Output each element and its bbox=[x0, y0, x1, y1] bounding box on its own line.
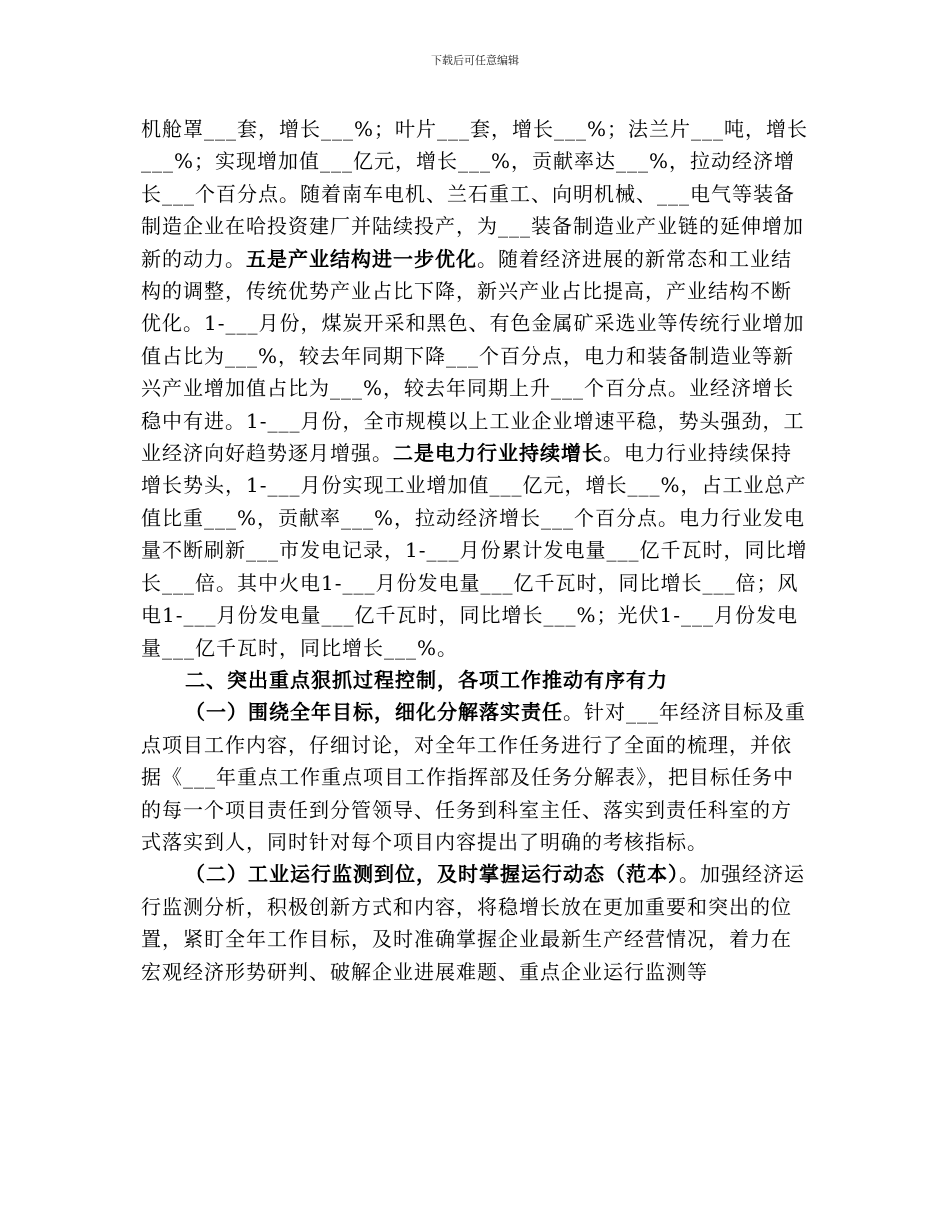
subheading-monitoring: （二）工业运行监测到位，及时掌握运行动态（范本） bbox=[185, 862, 679, 887]
page-header: 下载后可任意编辑 bbox=[431, 54, 519, 67]
emphasis-structure-optimization: 五是产业结构进一步优化 bbox=[246, 246, 477, 271]
paragraph-text: 。电力行业持续保持增长势头，1-___月份实现工业增加值___亿元，增长___%，占工业总产值比重___%，贡献率___%，拉动经济增长___个百分点。电力行业发电量不断刷新___市发电记录，1-___月份累计发电量___亿千瓦时，同比增长___倍。其中火电1-___月份发电量___亿千瓦时，同比增长___倍；风电1-___月份发电量___亿千瓦时，同比增长___%；光伏1-___月份发电量___亿千瓦时，同比增长___%。 bbox=[141, 441, 808, 660]
emphasis-power-industry: 二是电力行业持续增长 bbox=[393, 441, 603, 466]
paragraph-text: 。加强经济运行监测分析，积极创新方式和内容，将稳增长放在更加重要和突出的位置，紧盯全年工作目标，及时准确掌握企业最新生产经营情况，着力在宏观经济形势研判、破解企业进展难题、重点企业运行监测等 bbox=[141, 862, 805, 984]
paragraph-text: 。针对___年经济目标及重点项目工作内容，仔细讨论，对全年工作任务进行了全面的梳理，并依据《___年重点工作重点项目工作指挥部及任务分解表》，把目标任务中的每一个项目责任到分管领导、任务到科室主任、落实到责任科室的方式落实到人，同时针对每个项目内容提出了明确的考核指标。 bbox=[141, 700, 806, 854]
section-heading: 二、突出重点狠抓过程控制，各项工作推动有序有力 bbox=[185, 667, 668, 692]
paragraph-annual-targets bbox=[141, 696, 811, 858]
paragraph-text: 。随着经济进展的新常态和工业结构的调整，传统优势产业占比下降，新兴产业占比提高，产业结构不断优化。1-___月份，煤炭开采和黑色、有色金属矿采选业等传统行业增加值占比为___%，较去年同期下降___个百分点，电力和装备制造业等新兴产业增加值占比为___%，较去年同期上升___个百分点。业经济增长稳中有进。1-___月份，全市规模以上工业企业增速平稳，势头强劲，工业经济向好趋势逐月增强。 bbox=[141, 246, 805, 466]
paragraph-monitoring bbox=[141, 858, 811, 988]
document-body bbox=[141, 113, 811, 988]
subheading-annual-targets: （一）围绕全年目标，细化分解落实责任 bbox=[185, 700, 563, 725]
paragraph-text: 机舱罩___套，增长___%；叶片___套，增长___%；法兰片___吨，增长___%；实现增加值___亿元，增长___%，贡献率达___%，拉动经济增长___个百分点。随着南车电机、兰石重工、向明机械、___电气等装备制造企业在哈投资建厂并陆续投产，为___装备制造业产业链的延伸增加新的动力。 bbox=[141, 117, 809, 271]
paragraph-industry-growth bbox=[141, 113, 811, 664]
